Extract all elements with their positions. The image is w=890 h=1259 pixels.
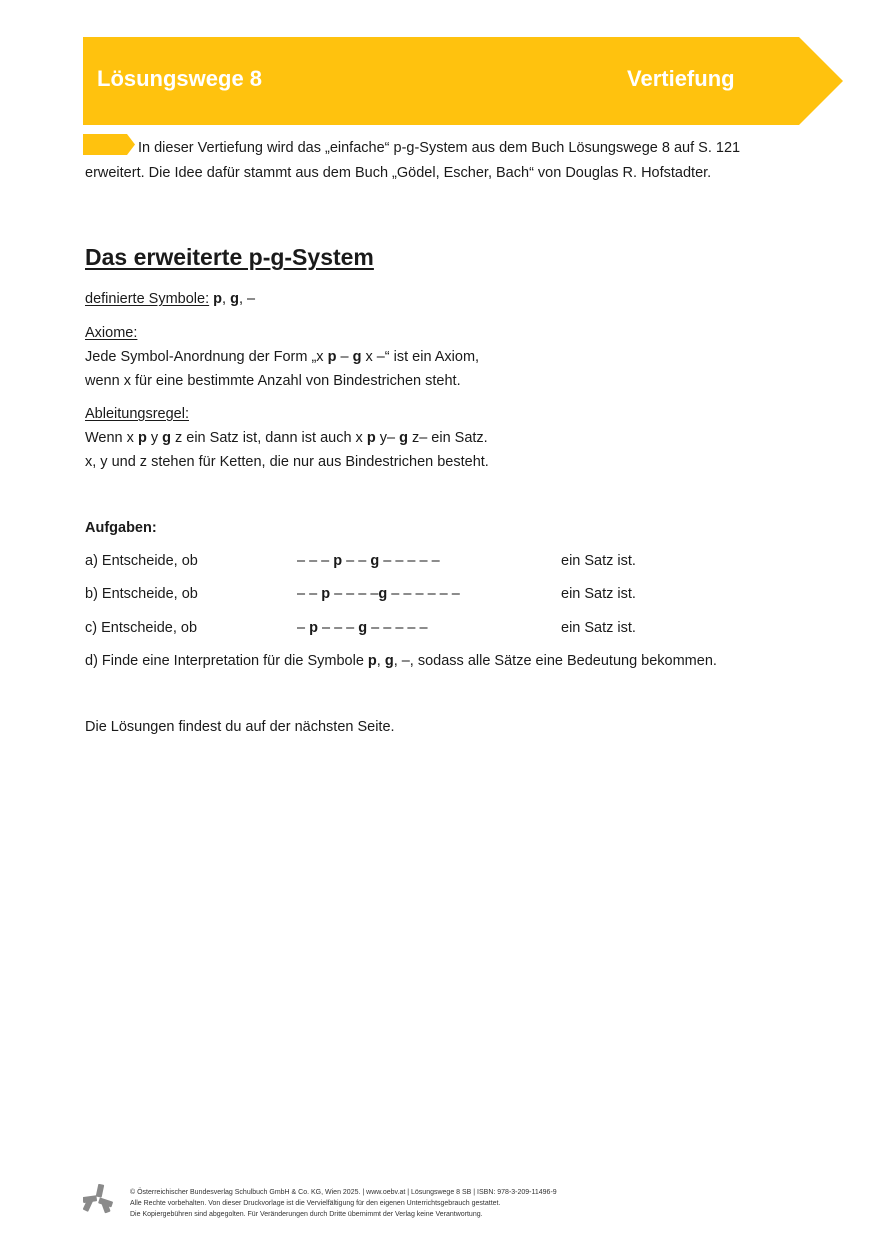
footer-line-3: Die Kopiergebühren sind abgegolten. Für Veränderungen durch Dritte übernimmt der Verlag keine Verantwortung. (130, 1211, 483, 1218)
rule-g2: g (399, 430, 408, 446)
task-a-prompt: a) Entscheide, ob (85, 553, 198, 569)
symbols-line (85, 291, 255, 307)
task-a-suffix: ein Satz ist. (561, 553, 636, 569)
rule-text-d: y– (375, 430, 400, 446)
task-d-text-a: d) Finde eine Interpretation für die Symbole (85, 653, 368, 669)
rule-label: Ableitungsregel: (85, 406, 189, 422)
task-b-mid: – – – – (330, 586, 379, 602)
axiom-text-a: Jede Symbol-Anordnung der Form „x (85, 349, 328, 365)
task-b-g: g (378, 586, 388, 602)
task-b-pre: – – (297, 586, 322, 602)
rule-p: p (137, 430, 147, 446)
symbols-label: definierte Symbole: (85, 291, 210, 307)
task-a-string (297, 553, 440, 569)
intro-paragraph: In dieser Vertiefung wird das „einfache“ p-g-System aus dem Buch Lösungswege 8 auf S. 121 erweitert. Die Idee dafür stammt aus dem Buch „Gödel, Escher, Bach“ von Douglas R. Hofstadter. (85, 140, 741, 181)
symbol-sep: , (222, 291, 231, 307)
task-c-suffix: ein Satz ist. (561, 620, 636, 636)
task-b-post: – – – – – – (387, 586, 460, 602)
task-b-string (297, 586, 460, 602)
rule-p2: p (366, 430, 376, 446)
task-c-prompt: c) Entscheide, ob (85, 620, 198, 636)
footer-line-2: Alle Rechte vorbehalten. Von dieser Druckvorlage ist die Vervielfältigung für den eigenen Unterrichtsgebrauch gestattet. (130, 1200, 501, 1207)
book-title: Lösungswege 8 (97, 66, 263, 91)
axiom-text-b: – (336, 349, 353, 365)
symbol-dash: , – (238, 291, 256, 307)
rule-text-c: z ein Satz ist, dann ist auch x (170, 430, 367, 446)
axiom-line-2: wenn x für eine bestimmte Anzahl von Bindestrichen steht. (85, 373, 461, 389)
publisher-logo-icon (83, 1184, 113, 1221)
symbol-g: g (230, 291, 239, 307)
rule-text-a: Wenn x (85, 430, 138, 446)
rule-text-b: y (146, 430, 163, 446)
axiom-p: p (327, 349, 337, 365)
footer-line-1: © Österreichischer Bundesverlag Schulbuch GmbH & Co. KG, Wien 2025. | www.oebv.at | Lösungswege 8 SB | ISBN: 978-3-209-11496-9 (130, 1189, 557, 1196)
rule-g: g (162, 430, 171, 446)
task-c-pre: – (297, 620, 310, 636)
axiom-text-c: x –“ ist ein Axiom, (361, 349, 480, 365)
task-b-suffix: ein Satz ist. (561, 586, 636, 602)
task-d-p: p (367, 653, 377, 669)
page-title: Das erweiterte p-g-System (85, 244, 374, 270)
rule-text-e: z– ein Satz. (407, 430, 488, 446)
axioms-label: Axiome: (85, 325, 138, 341)
task-c-mid: – – – (317, 620, 359, 636)
tasks-label: Aufgaben: (85, 520, 157, 536)
solutions-note: Die Lösungen findest du auf der nächsten Seite. (85, 719, 395, 735)
task-b-p: p (321, 586, 331, 602)
symbol-p: p (213, 291, 223, 307)
task-d (85, 653, 717, 669)
task-a-pre: – – – (297, 553, 334, 569)
task-c-string (297, 620, 428, 636)
task-a-post: – – – – – (379, 553, 440, 569)
task-a-mid: – – (342, 553, 371, 569)
task-d-g: g (384, 653, 394, 669)
task-b-prompt: b) Entscheide, ob (85, 586, 198, 602)
axiom-line-1 (85, 349, 479, 365)
task-a-p: p (333, 553, 343, 569)
task-c-g: g (358, 620, 368, 636)
rule-line-1 (85, 430, 488, 446)
rule-line-2: x, y und z stehen für Ketten, die nur aus Bindestrichen besteht. (85, 454, 489, 470)
footer-copyright (130, 1187, 557, 1220)
task-d-text-b: , –, sodass alle Sätze eine Bedeutung bekommen. (393, 653, 717, 669)
task-c-post: – – – – – (367, 620, 428, 636)
axiom-g: g (352, 349, 362, 365)
task-a-g: g (370, 553, 380, 569)
section-label: Vertiefung (627, 66, 735, 91)
task-d-sep: , (376, 653, 385, 669)
task-c-p: p (309, 620, 318, 636)
